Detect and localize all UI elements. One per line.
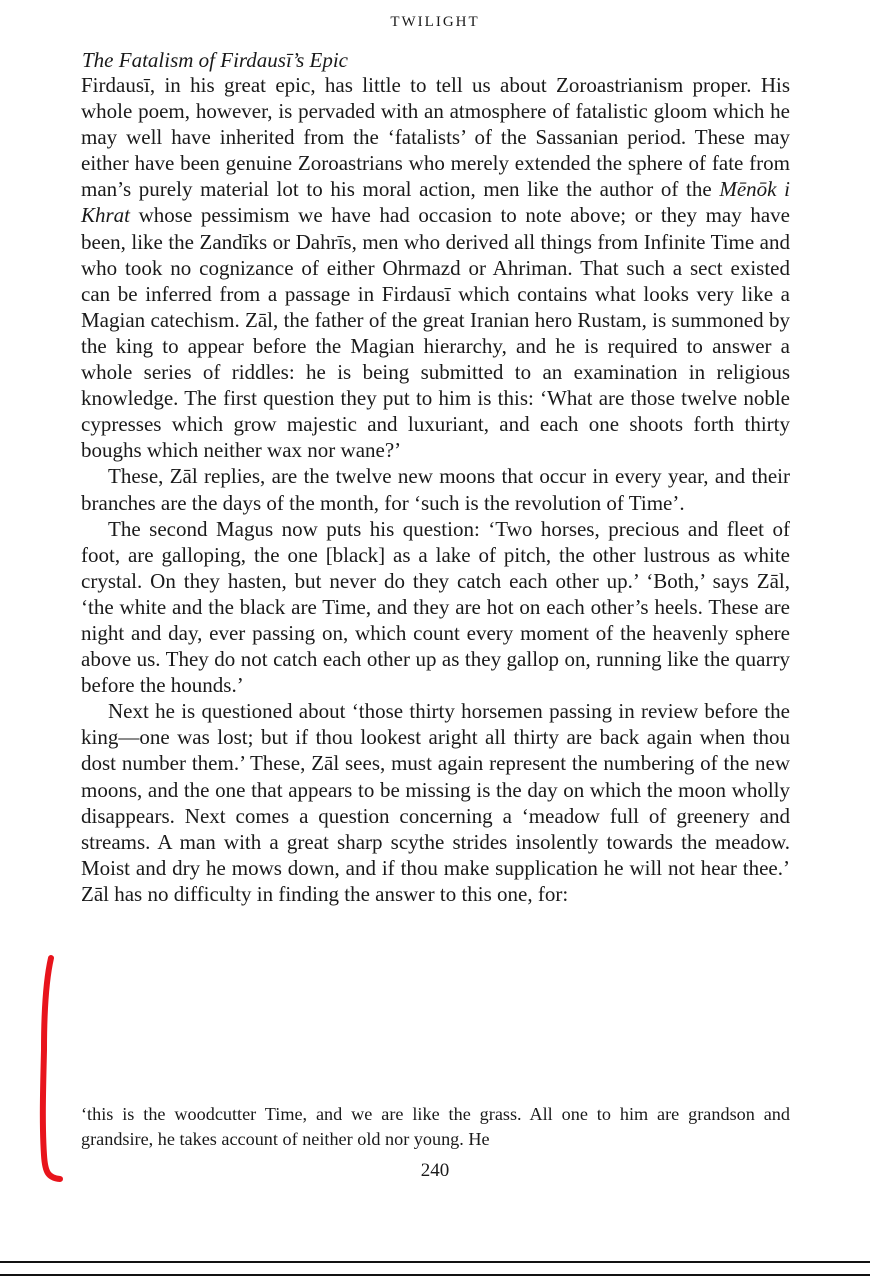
book-title: Mēnōk i Khrat: [81, 177, 790, 228]
red-bracket-annotation: [20, 950, 80, 1190]
bottom-rule: [0, 1261, 870, 1263]
body-text: [81, 72, 790, 907]
running-head: TWILIGHT: [390, 14, 480, 30]
bottom-rule: [0, 1274, 870, 1276]
paragraph: Firdausī, in his great epic, has little to tell us about Zoroastrianism proper. His whole poem, however, is pervaded with an atmosphere of fatalistic gloom which he may well have inherited from the ‘fatalists’ of the Sassanian period. These may either have been genuine Zoroastrians who merely extended the sphere of fate from man’s purely material lot to his moral action, men like the author of the Mēnōk i Khrat whose pessimism we have had occasion to note above; or they may have been, like the Zandīks or Dahrīs, men who derived all things from Infinite Time and who took no cognizance of either Ohrmazd or Ahriman. That such a sect existed can be inferred from a passage in Firdausī which contains what looks very like a Magian catechism. Zāl, the father of the great Iranian hero Rustam, is summoned by the king to appear before the Magian hierarchy, and he is required to answer a whole series of riddles: he is being submitted to an examination in religious knowledge. The first question they put to him is this: ‘What are those twelve noble cypresses which grow majestic and luxuriant, and each one shoots forth thirty boughs which neither wax nor wane?’: [81, 73, 790, 463]
paragraph: These, Zāl replies, are the twelve new moons that occur in every year, and their branches are the days of the month, for ‘such is the revolution of Time’.: [81, 464, 790, 515]
block-quote: ‘this is the woodcutter Time, and we are like the grass. All one to him are grandson and grandsire, he takes account of neither old nor young. He: [81, 1104, 790, 1149]
page-number: 240: [420, 1160, 450, 1181]
paragraph: Next he is questioned about ‘those thirty horsemen passing in review before the king—one was lost; but if thou lookest aright all thirty are back again when thou dost number them.’ These, Zāl sees, must again represent the numbering of the new moons, and the one that appears to be missing is the day on which the moon wholly disappears. Next comes a question concerning a ‘meadow full of greenery and streams. A man with a great sharp scythe strides insolently towards the meadow. Moist and dry he mows down, and if thou make supplication he will not hear thee.’ Zāl has no difficulty in finding the answer to this one, for:: [81, 699, 790, 906]
section-heading: The Fatalism of Firdausī’s Epic: [82, 48, 349, 72]
paragraph: The second Magus now puts his question: ‘Two horses, precious and fleet of foot, are galloping, the one [black] as a lake of pitch, the other lustrous as white crystal. On they hasten, but never do they catch each other up.’ ‘Both,’ says Zāl, ‘the white and the black are Time, and they are hot on each other’s heels. These are night and day, ever passing on, which count every moment of the heavenly sphere above us. They do not catch each other up as they gallop on, running like the quarry before the hounds.’: [81, 516, 790, 698]
